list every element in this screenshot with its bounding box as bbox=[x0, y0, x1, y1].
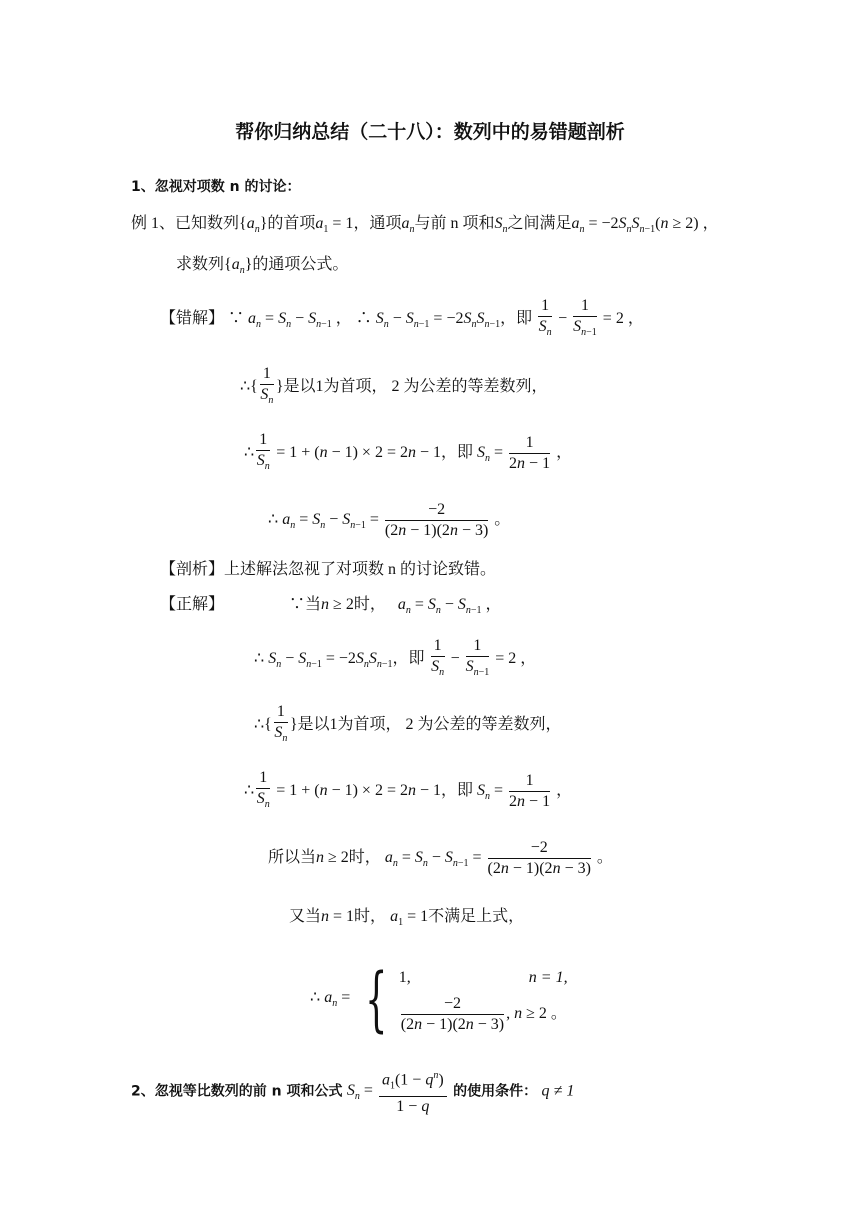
case1-value: 1, bbox=[398, 969, 411, 986]
example-line2-end: 的通项公式。 bbox=[252, 256, 349, 273]
correct-seq-desc: 是以1为首项， 2 为公差的等差数列， bbox=[297, 716, 562, 734]
correct-line-1-body: ∵当n ≥ 2时， $a_n = S_n - S_{n-1}$ ， bbox=[289, 596, 502, 616]
correct-when-end: 时， bbox=[353, 596, 386, 613]
example-line2-text: 求数列 bbox=[176, 256, 225, 273]
section-2-heading: 2、忽视等比数列的前 n 项和公式 $S_n$ = $\frac{a_1(1 - q^n)}{1 - q}$ 的使用条件： q ≠ 1 bbox=[131, 1066, 574, 1117]
section-1-heading: 1、忽视对项数 n 的讨论： bbox=[131, 179, 301, 195]
also-when-end: 时， bbox=[354, 908, 387, 925]
wrong-seq-desc: 是以1为首项， 2 为公差的等差数列， bbox=[283, 378, 548, 396]
piecewise-result: ∴ $a_n$ = { 1, n = 1, $\frac{-2}{(2n - 1)(2n - 3)}$ , n ≥ 2 。 bbox=[310, 957, 568, 1040]
correct-line-5: 所以当n ≥ 2时， $a_n = S_n - S_{n-1}$ = $\frac{-2}{(2n - 1)(2n - 3)}$ 。 bbox=[268, 839, 613, 877]
section-2-heading-b: 的使用条件： bbox=[453, 1083, 538, 1100]
general-term-text: ，通项 bbox=[353, 215, 402, 232]
page-title: 帮你归纳总结（二十八）：数列中的易错题剖析 bbox=[235, 121, 625, 143]
wrong-line-2: ∴{ $\frac{1}{S_n}$ }是以1为首项， 2 为公差的等差数列， bbox=[240, 365, 548, 406]
wrong-ji-2: ，即 bbox=[441, 444, 474, 462]
wrong-label: 【错解】 bbox=[160, 310, 225, 328]
so-when-end: 时， bbox=[348, 849, 381, 867]
correct-line-3: ∴{ $\frac{1}{S_n}$ }是以1为首项， 2 为公差的等差数列， bbox=[254, 703, 562, 744]
correct-ji-2: ，即 bbox=[441, 782, 474, 800]
section-2-condition: q ≠ 1 bbox=[541, 1082, 575, 1100]
wrong-ji-1: ，即 bbox=[500, 310, 533, 328]
correct-when: 当 bbox=[305, 596, 322, 613]
so-when: 所以当 bbox=[268, 849, 317, 867]
wrong-line-3: ∴ $\frac{1}{S_n}$ = 1 + (n − 1) × 2 = 2n − 1，即 $S_n$ = $\frac{1}{2n - 1}$ ， bbox=[244, 431, 573, 472]
correct-line-2: ∴ $S_n - S_{n-1} = -2S_nS_{n-1}$，即 $\frac{1}{S_n}$ − $\frac{1}{S_{n-1}}$ = 2 ， bbox=[254, 637, 537, 678]
relation-text: 之间满足 bbox=[507, 215, 572, 232]
sum-text: 与前 n 项和 bbox=[414, 215, 495, 232]
correct-line-4: ∴ $\frac{1}{S_n}$ = 1 + (n − 1) × 2 = 2n − 1，即 $S_n$ = $\frac{1}{2n - 1}$ ， bbox=[244, 769, 573, 810]
analysis-text: 上述解法忽视了对项数 n 的讨论致错。 bbox=[224, 561, 497, 578]
analysis-label: 【剖析】 bbox=[160, 561, 225, 578]
correct-line-1 bbox=[160, 591, 224, 614]
not-satisfy: 不满足上式， bbox=[428, 908, 525, 925]
wrong-line-4: ∴ $a_n = S_n - S_{n-1}$ = $\frac{-2}{(2n - 1)(2n - 3)}$ 。 bbox=[268, 501, 511, 539]
correct-ji-1: ，即 bbox=[392, 650, 425, 668]
example-lead: 例 1、已知数列 bbox=[131, 215, 240, 232]
example-line-1: 例 1、已知数列$\{a_n\}$的首项$a_1 = 1$，通项$a_n$与前 n 项和$S_n$之间满足$a_n = -2S_nS_{n-1}(n \ge 2)$ ， bbox=[131, 215, 719, 235]
correct-line-6: 又当n = 1时， $a_1 = 1$不满足上式， bbox=[289, 908, 525, 928]
first-term-text: 的首项 bbox=[267, 215, 316, 232]
correct-label: 【正解】 bbox=[160, 596, 225, 613]
also-when: 又当 bbox=[289, 908, 322, 925]
case1-condition: n = 1, bbox=[528, 969, 568, 986]
wrong-line-1: 【错解】 ∵ $a_n = S_n - S_{n-1}$ ， ∴ $S_n - S_{n-1} = -2S_nS_{n-1}$，即 $\frac{1}{S_n}$ − $\frac{1}{S_{n-1}}$ = 2 ， bbox=[160, 297, 644, 338]
analysis-line bbox=[160, 556, 496, 579]
section-2-heading-a: 2、忽视等比数列的前 n 项和公式 bbox=[131, 1083, 343, 1100]
example-line-2: 求数列$\{a_n\}$的通项公式。 bbox=[176, 256, 349, 276]
